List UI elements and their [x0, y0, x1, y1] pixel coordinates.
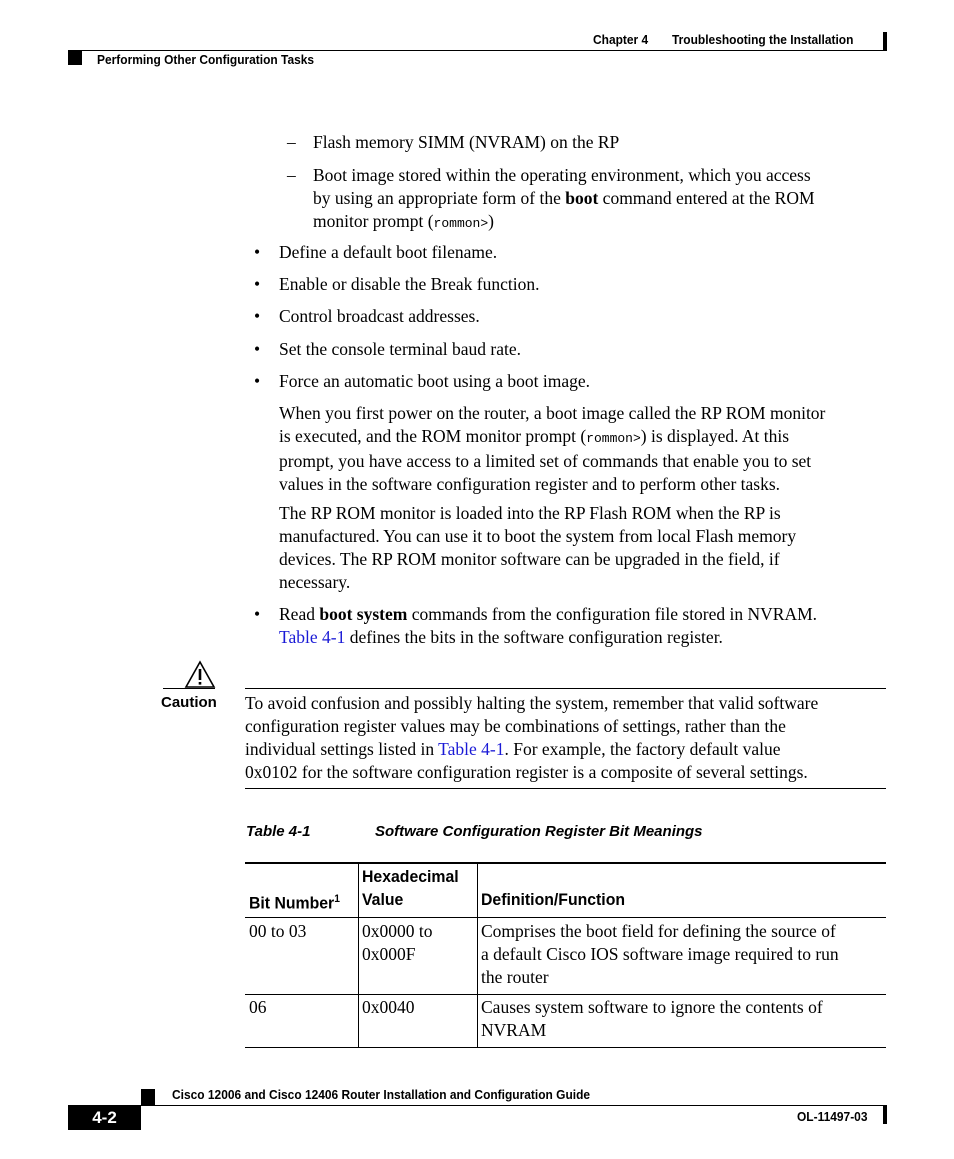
text-line: To avoid confusion and possibly halting the system, remember that valid software — [245, 693, 819, 713]
boot-system-command: boot system — [319, 604, 408, 624]
dash-item-boot-image — [313, 164, 893, 235]
bullet-marker: • — [254, 306, 261, 326]
cell-line: 0x0000 to — [362, 921, 433, 941]
cell-hex: 0x0040 — [362, 997, 415, 1017]
bullet-item: Define a default boot filename. — [279, 242, 498, 262]
col-header-definition: Definition/Function — [481, 890, 626, 909]
caution-icon-rule — [163, 688, 215, 689]
text-line: The RP ROM monitor is loaded into the RP Flash ROM when the RP is — [279, 503, 781, 523]
section-title: Performing Other Configuration Tasks — [97, 52, 315, 67]
table-row-rule — [245, 994, 886, 995]
bullet-marker: • — [254, 371, 261, 391]
cell-bit: 00 to 03 — [249, 921, 307, 941]
table-link[interactable]: Table 4-1 — [438, 739, 505, 759]
cell-bit: 06 — [249, 997, 267, 1017]
cell-hex — [362, 920, 433, 966]
cell-line: the router — [481, 967, 549, 987]
footer-right-bar — [883, 1106, 887, 1124]
text-line: 0x0102 for the software configuration register is a composite of several settings. — [245, 762, 808, 782]
text-line: prompt, you have access to a limited set of commands that enable you to set — [279, 451, 812, 471]
rommon-prompt: rommon> — [586, 431, 641, 446]
text-line: devices. The RP ROM monitor software can be upgraded in the field, if — [279, 549, 780, 569]
caution-text — [245, 692, 890, 784]
bullet-item: Enable or disable the Break function. — [279, 274, 540, 294]
bullet-marker: • — [254, 274, 261, 294]
footnote-marker: 1 — [334, 893, 340, 905]
header-rule — [68, 50, 887, 51]
boot-command: boot — [565, 188, 599, 208]
table-header-rule — [245, 917, 886, 918]
text-line: configuration register values may be combinations of settings, rather than the — [245, 716, 786, 736]
table-col-divider — [358, 862, 359, 1048]
chapter-title: Troubleshooting the Installation — [672, 32, 854, 47]
cell-line: Comprises the boot field for defining the source of — [481, 921, 836, 941]
text-line: monitor prompt (rommon>) — [313, 211, 494, 231]
cell-line: NVRAM — [481, 1020, 547, 1040]
cell-definition — [481, 996, 823, 1042]
table-title: Software Configuration Register Bit Meanings — [375, 823, 703, 840]
paragraph-rom-loaded — [279, 502, 889, 594]
bullet-item: Control broadcast addresses. — [279, 306, 480, 326]
text-line: values in the software configuration register and to perform other tasks. — [279, 474, 781, 494]
bullet-item: Force an automatic boot using a boot image. — [279, 371, 591, 391]
text-line: individual settings listed in Table 4-1. For example, the factory default value — [245, 739, 781, 759]
text-line: Boot image stored within the operating environment, which you access — [313, 165, 811, 185]
header-line: Hexadecimal — [362, 867, 459, 886]
bullet-marker: • — [254, 242, 261, 262]
text-line: manufactured. You can use it to boot the system from local Flash memory — [279, 526, 797, 546]
table-number: Table 4-1 — [246, 823, 311, 840]
rommon-prompt: rommon> — [433, 216, 489, 231]
text-line: is executed, and the ROM monitor prompt (rommon>) is displayed. At this — [279, 426, 790, 446]
text-line: Read boot system commands from the configuration file stored in NVRAM. — [279, 604, 818, 624]
text-line: necessary. — [279, 572, 351, 592]
caution-top-rule — [245, 688, 886, 689]
text-line: by using an appropriate form of the boot command entered at the ROM — [313, 188, 815, 208]
caution-icon — [184, 660, 216, 690]
page-number: 4-2 — [68, 1105, 141, 1130]
guide-title: Cisco 12006 and Cisco 12406 Router Installation and Configuration Guide — [172, 1087, 591, 1102]
col-header-bit-number: Bit Number$^1$ — [249, 893, 340, 913]
dash-item-flash: Flash memory SIMM (NVRAM) on the RP — [313, 132, 620, 152]
header-right-bar — [883, 32, 887, 50]
header-line: Value — [362, 890, 404, 909]
table-top-rule — [245, 862, 886, 864]
table-link[interactable]: Table 4-1 — [279, 627, 346, 647]
caution-label: Caution — [161, 694, 217, 711]
paragraph-rom-monitor — [279, 402, 889, 496]
col-header-hex-value — [362, 865, 459, 911]
bullet-marker: • — [254, 339, 261, 359]
bullet-item-boot-system — [279, 603, 889, 649]
text-line: Table 4-1 defines the bits in the software configuration register. — [279, 627, 723, 647]
section-marker — [68, 51, 82, 65]
dash-marker: – — [287, 132, 296, 152]
bullet-item: Set the console terminal baud rate. — [279, 339, 522, 359]
cell-line: 0x000F — [362, 944, 416, 964]
cell-line: a default Cisco IOS software image required to run — [481, 944, 839, 964]
text-line: When you first power on the router, a boot image called the RP ROM monitor — [279, 403, 826, 423]
table-bottom-rule — [245, 1047, 886, 1048]
footer-rule — [141, 1105, 887, 1106]
bullet-marker: • — [254, 604, 261, 624]
cell-definition — [481, 920, 839, 989]
doc-number: OL-11497-03 — [797, 1109, 868, 1124]
chapter-label: Chapter 4 — [593, 32, 649, 47]
footer-marker — [141, 1089, 155, 1105]
dash-marker: – — [287, 165, 296, 185]
caution-bottom-rule — [245, 788, 886, 789]
table-col-divider — [477, 862, 478, 1048]
cell-line: Causes system software to ignore the contents of — [481, 997, 823, 1017]
